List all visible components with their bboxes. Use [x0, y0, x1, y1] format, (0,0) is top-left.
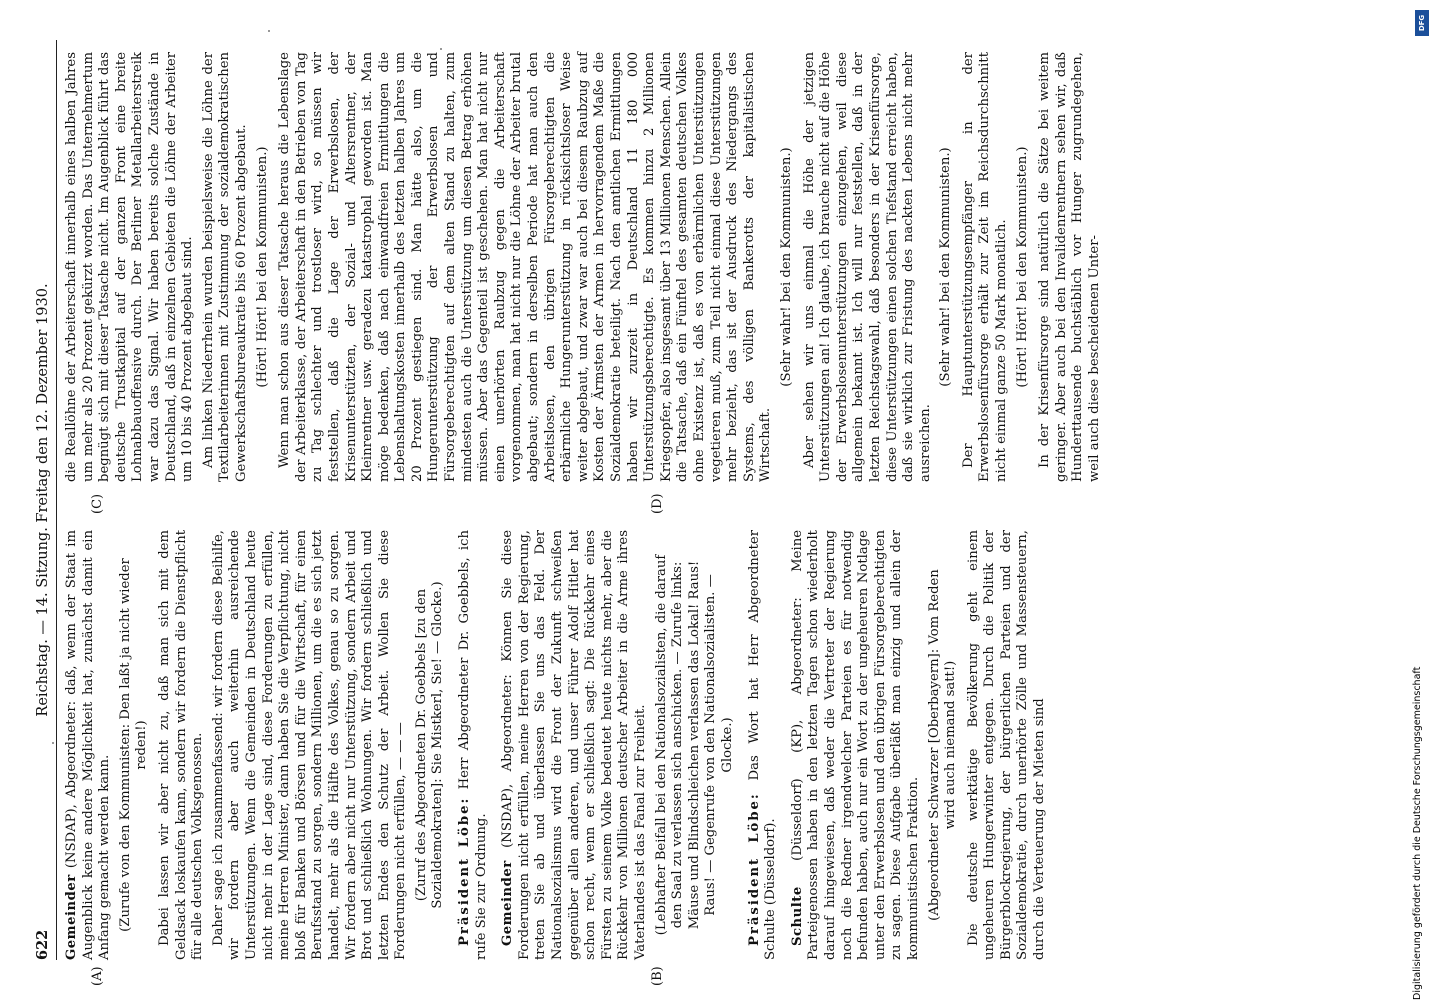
scan-speck — [52, 742, 54, 744]
paragraph — [64, 530, 114, 960]
paragraph: Dabei lassen wir aber nicht zu, daß man sich mit dem Geldsack loskaufen kann, sondern wir fordern die Dienstpflicht für alle deutschen Volksgenossen. — [156, 530, 206, 960]
paragraph: Am linken Niederrhein wurden beispielsweise die Löhne der Textilarbeiterinnen mit Zustimmung der sozialdemokratischen Gewerkschaftsbureaukratie bis 60 Prozent abgebaut. — [200, 52, 249, 482]
rotated-page — [30, 40, 1360, 986]
paragraph — [500, 530, 649, 960]
running-title: Reichstag. — 14. Sitzung. Freitag den 12. Dezember 1930. — [34, 283, 51, 717]
paragraph: Der Hauptunterstützungsempfänger in der Erwerbslosenfürsorge erhält zur Zeit im Reichsdurchschnitt nicht einmal ganze 50 Mark monatlich. — [960, 52, 1010, 482]
paragraph-text: Das Wort hat Herr Abgeordneter Schulte (Düsseldorf). — [746, 529, 779, 960]
paragraph: Aber sehen wir uns einmal die Höhe der jetzigen Unterstützungen an! Ich glaube, ich brauche nicht auf die Höhe der Erwerbslosenunterstützungen einzugehen, weil diese allgemein bekannt ist. Ich will nur feststellen, daß in der letzten Reichstagswahl, daß besonders in der Krisenfürsorge, diese Unterstützungen einen solchen Tiefstand erreicht haben, daß sie wirklich zur Fristung des nackten Lebens nicht mehr ausreichen. — [801, 52, 933, 482]
interjection: (Sehr wahr! bei den Kommunisten.) — [938, 147, 954, 387]
interjection: (Lebhafter Beifall bei den Nationalsozialisten, die darauf den Saal zu verlassen sich anschicken. — Zurufe links: Mäuse und Blindschleichen verlassen das Lokal! Raus! Raus! — Gegenrufe von den Nationalsozialisten. — Glocke.) — [653, 554, 735, 936]
margin-mark-d: (D) — [650, 493, 665, 514]
speaker-name: Gemeinder — [64, 874, 79, 960]
paragraph: Daher sage ich zusammenfassend: wir fordern diese Beihilfe, wir fordern aber auch weiterhin ausreichende Unterstützungen. Wenn die Gemeinden in Deutschland heute nicht mehr in der Lage sind, diese Forderungen zu erfüllen, meine Herren Minister, dann haben Sie die Verpflichtung, nicht bloß für Banken und Börsen und für die Wirtschaft, für einen Berufsstand zu sorgen, sondern Millionen, um die es sich jetzt handelt, mehr als die Hälfte des Volkes, genau so zu sorgen. Wir fordern aber nicht nur Unterstützung, sondern Arbeit und Brot und schließlich Wohnungen. Wir fordern schließlich und letzten Endes den Schutz der Arbeit. Wollen Sie diese Forderungen nicht erfüllen, — — — — [210, 530, 409, 960]
paragraph-text: (Düsseldorf) (KP), Abgeordneter: Meine Parteigenossen haben in den letzten Tagen schon wiederholt darauf hingewiesen, daß weder die Vertreter der Regierung noch die Redner irgendwelcher Parteien es für notwendig befunden haben, auch nur ein Wort zu der ungeheuren Notlage unter den Erwerbslosen und den übrigen Fürsorgeberechtigten zu sagen. Diese Aufgabe überläßt man einzig und allein der kommunistischen Fraktion. — [789, 530, 921, 960]
left-column — [64, 530, 1053, 960]
interjection: (Hört! Hört! bei den Kommunisten.) — [254, 146, 270, 388]
margin-mark-b: (B) — [650, 966, 665, 986]
interjection: (Zurufe von den Kommunisten: Den laßt ja nicht wieder reden!) — [117, 558, 150, 932]
paragraph-text: (NSDAP), Abgeordneter: Können Sie diese Forderungen nicht erfüllen, meine Herren von der Regierung, treten Sie ab und überlassen Sie uns das Feld. Der Nationalsozialismus wird die Front der Zukunft schweißen gegenüber allen anderen, und unser Führer Adolf Hitler hat schon recht, wenn er schließlich sagt: Die Rückkehr eines Fürsten zu seinem Volke bedeutet heute nichts mehr, aber die Rückkehr von Millionen deutscher Arbeiter in die Arme ihres Vaterlandes ist das Fanal zur Freiheit. — [500, 530, 648, 960]
paragraph: die Reallöhne der Arbeiterschaft innerhalb eines halben Jahres um mehr als 20 Prozent gekürzt worden. Das Unternehmertum begnügt sich mit dieser Tatsache nicht. Im Augenblick führt das deutsche Trustkapital auf der ganzen Front eine breite Lohnabbauoffensive durch. Der Berliner Metallarbeiterstreik war dazu das Signal. Wir haben bereits solche Zustände in Deutschland, daß in einzelnen Gebieten die Löhne der Arbeiter um 10 bis 40 Prozent abgebaut sind. — [64, 52, 196, 482]
margin-mark-a: (A) — [90, 966, 105, 986]
interjection: (Hört! Hört! bei den Kommunisten.) — [1014, 146, 1030, 388]
right-column — [64, 52, 1108, 482]
paragraph-text: (NSDAP), Abgeordneter: daß, wenn der Staat im Augenblick keine andere Möglichkeit hat, zunächst damit ein Anfang gemacht werden kann. — [64, 530, 113, 960]
speaker-name: Schulte — [789, 886, 805, 946]
scan-speck — [440, 48, 442, 50]
interjection: (Sehr wahr! bei den Kommunisten.) — [778, 147, 794, 387]
paragraph: In der Krisenfürsorge sind natürlich die Sätze bei weitem geringer. Aber auch bei den Invalidenrentnern sehen wir, daß Hunderttausende buchstäblich vor Hunger zugrundegehen, weil auch diese bescheidenen Unter- — [1037, 52, 1103, 482]
paragraph — [457, 530, 490, 960]
page-number: 622 — [33, 929, 51, 960]
paragraph-text: Herr Abgeordneter Dr. Goebbels, ich rufe Sie zur Ordnung. — [457, 530, 489, 960]
margin-mark-c: (C) — [90, 493, 105, 514]
interjection: (Zuruf des Abgeordneten Dr. Goebbels [zu den Sozialdemokraten]: Sie Mistkerl, Sie! — Glocke.) — [413, 581, 446, 909]
interjection: (Abgeordneter Schwarzer [Oberbayern]: Vom Reden wird auch niemand satt!) — [926, 569, 959, 921]
credit-text: Digitalisierung gefördert durch die Deutsche Forschungsgemeinschaft — [1412, 666, 1423, 1000]
speaker-name: Gemeinder — [500, 860, 516, 946]
paragraph: Die deutsche werktätige Bevölkerung geht einem ungeheuren Hungerwinter entgegen. Durch die Politik der Bürgerblockregierung, der bürgerlichen Parteien und der Sozialdemokratie, durch unerhörte Zölle und Massensteuern, durch die Verteuerung der Mieten sind — [965, 530, 1048, 960]
dfg-logo-text: DFG — [1418, 14, 1426, 32]
scan-speck — [268, 30, 270, 32]
paragraph — [747, 530, 780, 960]
paragraph — [790, 530, 923, 960]
speaker-name: Präsident Löbe: — [457, 796, 473, 946]
page-header — [30, 40, 57, 960]
dfg-logo — [1415, 10, 1429, 36]
side-credit — [1412, 10, 1428, 1000]
speaker-name: Präsident Löbe: — [746, 792, 762, 946]
paragraph: Wenn man schon aus dieser Tatsache heraus die Lebenslage der Arbeiterklasse, der Arbeiterschaft in den Betrieben von Tag zu Tag schlechter und trostloser wird, so müssen wir feststellen, daß die Lage der Erwerbslosen, der Krisenunterstützten, der Sozial- und Altersrentner, der Kleinrentner usw. geradezu katastrophal geworden ist. Man möge bedenken, daß nach einwandfreien Ermittlungen die Lebenshaltungskosten innerhalb des letzten halben Jahres um 20 Prozent gestiegen sind. Man hätte also, um die Hungerunterstützung der Erwerbslosen und Fürsorgeberechtigten auf dem alten Stand zu halten, zum mindesten auch die Unterstützung um diesen Betrag erhöhen müssen. Aber das Gegenteil ist geschehen. Man hat nicht nur einen unerhörten Raubzug gegen die Arbeiterschaft vorgenommen, man hat nicht nur die Löhne der Arbeiter brutal abgebaut; sondern in derselben Periode hat man auch den Arbeitslosen, den übrigen Fürsorgeberechtigten die erbärmliche Hungerunterstützung in rücksichtsloser Weise weiter abgebaut, und zwar war auch bei diesem Raubzug auf Kosten der Ärmsten der Armen in hervorragendem Maße die Sozialdemokratie beteiligt. Nach den amtlichen Ermittlungen haben wir zurzeit in Deutschland 11 180 000 Unterstützungsberechtigte. Es kommen hinzu 2 Millionen Kriegsopfer, also insgesamt über 13 Millionen Menschen. Allein die Tatsache, daß ein Fünftel des gesamten deutschen Volkes ohne Existenz ist, daß es von erbärmlichen Unterstützungen vegetieren muß, zum Teil nicht einmal diese Unterstützungen mehr bezieht, das ist der Ausdruck des Niedergangs des Systems, des völligen Bankerotts der kapitalistischen Wirtschaft. — [277, 52, 774, 482]
